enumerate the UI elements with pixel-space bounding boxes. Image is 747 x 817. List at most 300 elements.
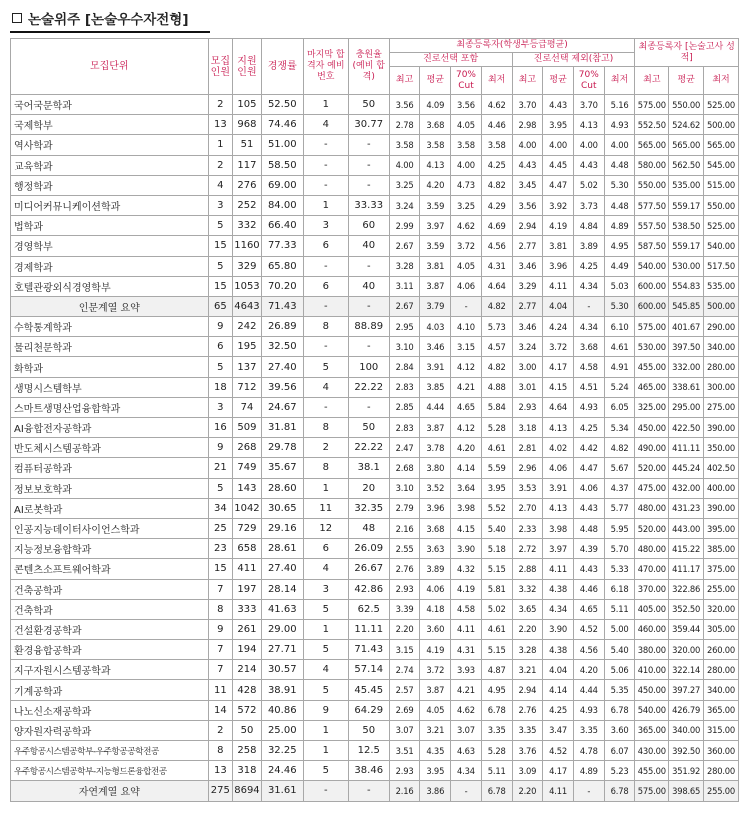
value-cell: 4.06 (573, 478, 604, 498)
unit-name-cell: 화학과 (11, 357, 209, 377)
table-row (11, 680, 739, 700)
value-cell: - (348, 175, 389, 195)
value-cell: 6 (303, 539, 348, 559)
value-cell: 450.00 (635, 680, 669, 700)
value-cell: 3.25 (451, 195, 482, 215)
value-cell: 50 (348, 418, 389, 438)
value-cell: 3.10 (389, 478, 420, 498)
value-cell: 2.96 (512, 458, 543, 478)
value-cell: 11.11 (348, 619, 389, 639)
value-cell: 6.10 (604, 317, 635, 337)
value-cell: 2.79 (389, 498, 420, 518)
value-cell: 4.35 (420, 741, 451, 761)
value-cell: 4.31 (481, 256, 512, 276)
value-cell: 4.43 (573, 559, 604, 579)
value-cell: 385.00 (704, 539, 739, 559)
value-cell: 350.00 (704, 438, 739, 458)
unit-name-cell: 행정학과 (11, 175, 209, 195)
value-cell: 71.43 (348, 640, 389, 660)
header-min-2: 최저 (604, 67, 635, 95)
value-cell: 557.50 (635, 216, 669, 236)
value-cell: 2.76 (512, 700, 543, 720)
value-cell: 4.25 (543, 700, 574, 720)
value-cell: 2 (208, 95, 233, 115)
value-cell: 5 (303, 761, 348, 781)
value-cell: - (303, 781, 348, 801)
value-cell: 7 (208, 640, 233, 660)
value-cell: 554.83 (669, 276, 704, 296)
table-row (11, 660, 739, 680)
value-cell: 3.15 (451, 337, 482, 357)
value-cell: 4.13 (420, 155, 451, 175)
value-cell: 600.00 (635, 296, 669, 316)
value-cell: 69.00 (261, 175, 303, 195)
value-cell: 370.00 (635, 579, 669, 599)
value-cell: 450.00 (635, 418, 669, 438)
value-cell: 465.00 (635, 377, 669, 397)
value-cell: 565.00 (635, 135, 669, 155)
value-cell: - (348, 397, 389, 417)
value-cell: 5.28 (481, 418, 512, 438)
value-cell: 4 (208, 175, 233, 195)
value-cell: 2.69 (389, 700, 420, 720)
value-cell: 5.52 (481, 498, 512, 518)
table-row (11, 599, 739, 619)
value-cell: 968 (233, 115, 262, 135)
value-cell: 3 (208, 195, 233, 215)
value-cell: 3.28 (512, 640, 543, 660)
value-cell: 4.89 (604, 216, 635, 236)
value-cell: 3.96 (420, 498, 451, 518)
value-cell: 105 (233, 95, 262, 115)
unit-name-cell: 건설환경공학과 (11, 619, 209, 639)
value-cell: 3.15 (389, 640, 420, 660)
value-cell: 4.64 (543, 397, 574, 417)
value-cell: 559.17 (669, 195, 704, 215)
value-cell: 2.70 (512, 498, 543, 518)
value-cell: 3.07 (451, 720, 482, 740)
value-cell: - (573, 296, 604, 316)
value-cell: 3.60 (604, 720, 635, 740)
value-cell: 28.60 (261, 478, 303, 498)
value-cell: 21 (208, 458, 233, 478)
unit-name-cell: 국제학부 (11, 115, 209, 135)
value-cell: 143 (233, 478, 262, 498)
value-cell: 520.00 (635, 518, 669, 538)
value-cell: 365.00 (704, 700, 739, 720)
table-row (11, 498, 739, 518)
value-cell: 2.16 (389, 781, 420, 801)
value-cell: 3.58 (451, 135, 482, 155)
value-cell: 3.68 (573, 337, 604, 357)
unit-name-cell: 국어국문학과 (11, 95, 209, 115)
unit-name-cell: 스마트생명산업융합학과 (11, 397, 209, 417)
value-cell: 4.09 (420, 95, 451, 115)
value-cell: 4.34 (573, 276, 604, 296)
value-cell: 2.83 (389, 377, 420, 397)
value-cell: 5.34 (604, 418, 635, 438)
value-cell: 52.50 (261, 95, 303, 115)
value-cell: 260.00 (704, 640, 739, 660)
value-cell: 4.47 (543, 175, 574, 195)
header-cut70-1: 70% Cut (451, 67, 482, 95)
value-cell: 88.89 (348, 317, 389, 337)
value-cell: 6 (208, 337, 233, 357)
value-cell: 4.69 (481, 216, 512, 236)
header-max-1: 최고 (389, 67, 420, 95)
value-cell: 11 (303, 498, 348, 518)
value-cell: 3.51 (389, 741, 420, 761)
value-cell: 550.00 (669, 95, 704, 115)
value-cell: 5 (303, 599, 348, 619)
value-cell: 4.89 (573, 761, 604, 781)
value-cell: 28.14 (261, 579, 303, 599)
value-cell: 3.46 (512, 317, 543, 337)
value-cell: 5.23 (604, 761, 635, 781)
value-cell: 332.00 (669, 357, 704, 377)
value-cell: 5.06 (604, 660, 635, 680)
value-cell: 2.57 (389, 680, 420, 700)
table-row (11, 135, 739, 155)
value-cell: 34 (208, 498, 233, 518)
value-cell: 137 (233, 357, 262, 377)
value-cell: 3.46 (420, 337, 451, 357)
value-cell: 392.50 (669, 741, 704, 761)
value-cell: 5.15 (481, 640, 512, 660)
unit-name-cell: 인공지능데이터사이언스학과 (11, 518, 209, 538)
value-cell: 422.50 (669, 418, 704, 438)
value-cell: 194 (233, 640, 262, 660)
value-cell: 4.03 (420, 317, 451, 337)
value-cell: 4.49 (604, 256, 635, 276)
value-cell: 3.24 (512, 337, 543, 357)
header-group-gpa: 최종등록자(학생부등급평균) (389, 39, 635, 53)
value-cell: 24.46 (261, 761, 303, 781)
value-cell: 351.92 (669, 761, 704, 781)
unit-name-cell: 생명시스템학부 (11, 377, 209, 397)
value-cell: 552.50 (635, 115, 669, 135)
value-cell: 2.67 (389, 236, 420, 256)
value-cell: 3.93 (451, 660, 482, 680)
value-cell: 4.11 (543, 276, 574, 296)
header-min-1: 최저 (481, 67, 512, 95)
value-cell: 280.00 (704, 357, 739, 377)
value-cell: 3.85 (420, 377, 451, 397)
unit-name-cell: 건축공학과 (11, 579, 209, 599)
value-cell: 2.74 (389, 660, 420, 680)
value-cell: 390.00 (704, 498, 739, 518)
value-cell: 100 (348, 357, 389, 377)
value-cell: 3.45 (512, 175, 543, 195)
value-cell: 5.02 (481, 599, 512, 619)
value-cell: 455.00 (635, 357, 669, 377)
value-cell: 4.31 (451, 640, 482, 660)
value-cell: 6.78 (604, 781, 635, 801)
value-cell: 4.29 (481, 195, 512, 215)
value-cell: 1053 (233, 276, 262, 296)
unit-name-cell: 수학통계학과 (11, 317, 209, 337)
table-row (11, 256, 739, 276)
table-row (11, 195, 739, 215)
unit-name-cell: 미디어커뮤니케이션학과 (11, 195, 209, 215)
value-cell: 3.78 (420, 438, 451, 458)
value-cell: 3.72 (451, 236, 482, 256)
value-cell: 8 (208, 599, 233, 619)
value-cell: 5.11 (604, 599, 635, 619)
value-cell: 525.00 (704, 216, 739, 236)
summary-row (11, 296, 739, 316)
value-cell: 2.20 (389, 619, 420, 639)
value-cell: 562.50 (669, 155, 704, 175)
value-cell: 455.00 (635, 761, 669, 781)
value-cell: 405.00 (635, 599, 669, 619)
value-cell: - (348, 296, 389, 316)
value-cell: 4.11 (543, 781, 574, 801)
value-cell: 5 (303, 357, 348, 377)
value-cell: 3.89 (420, 559, 451, 579)
unit-name-cell: 나노신소재공학과 (11, 700, 209, 720)
value-cell: 4.62 (451, 216, 482, 236)
value-cell: 658 (233, 539, 262, 559)
value-cell: 25.00 (261, 720, 303, 740)
value-cell: 4.82 (604, 438, 635, 458)
value-cell: 4.38 (543, 640, 574, 660)
value-cell: 6.05 (604, 397, 635, 417)
value-cell: 480.00 (635, 498, 669, 518)
value-cell: 13 (208, 761, 233, 781)
table-row (11, 579, 739, 599)
value-cell: 3.39 (389, 599, 420, 619)
value-cell: 13 (208, 115, 233, 135)
value-cell: 4.24 (543, 317, 574, 337)
table-row (11, 539, 739, 559)
value-cell: 4.06 (543, 458, 574, 478)
value-cell: 12 (303, 518, 348, 538)
value-cell: 4.15 (451, 518, 482, 538)
value-cell: 4.43 (573, 498, 604, 518)
value-cell: 340.00 (704, 337, 739, 357)
value-cell: 432.00 (669, 478, 704, 498)
value-cell: 445.24 (669, 458, 704, 478)
value-cell: 4.58 (573, 357, 604, 377)
value-cell: 22.22 (348, 438, 389, 458)
value-cell: 4.06 (451, 276, 482, 296)
value-cell: 426.79 (669, 700, 704, 720)
value-cell: 517.50 (704, 256, 739, 276)
value-cell: 402.50 (704, 458, 739, 478)
value-cell: 1 (303, 741, 348, 761)
table-row (11, 640, 739, 660)
value-cell: 5 (208, 478, 233, 498)
value-cell: 9 (208, 619, 233, 639)
table-row (11, 175, 739, 195)
value-cell: 2.20 (512, 619, 543, 639)
value-cell: 268 (233, 438, 262, 458)
unit-name-cell: 컴퓨터공학과 (11, 458, 209, 478)
value-cell: 3.24 (389, 195, 420, 215)
header-group-essay: 최종등록자 [논술고사 성적] (635, 39, 739, 67)
value-cell: 3.91 (543, 478, 574, 498)
value-cell: 575.00 (635, 317, 669, 337)
value-cell: 3.87 (420, 680, 451, 700)
value-cell: 3.97 (420, 216, 451, 236)
table-row (11, 438, 739, 458)
value-cell: 3.90 (451, 539, 482, 559)
value-cell: 4.82 (481, 357, 512, 377)
summary-row (11, 781, 739, 801)
value-cell: 3.10 (389, 337, 420, 357)
value-cell: 2.84 (389, 357, 420, 377)
value-cell: 4643 (233, 296, 262, 316)
unit-name-cell: 지능정보융합학과 (11, 539, 209, 559)
value-cell: 71.43 (261, 296, 303, 316)
value-cell: 4.46 (481, 115, 512, 135)
value-cell: 1 (303, 720, 348, 740)
value-cell: 4.78 (573, 741, 604, 761)
value-cell: 4.25 (573, 418, 604, 438)
value-cell: 3.80 (420, 458, 451, 478)
value-cell: 29.78 (261, 438, 303, 458)
value-cell: 411.11 (669, 438, 704, 458)
value-cell: 380.00 (635, 640, 669, 660)
value-cell: 565.00 (669, 135, 704, 155)
value-cell: 4.11 (543, 559, 574, 579)
value-cell: 27.71 (261, 640, 303, 660)
unit-name-cell: 양자원자력공학과 (11, 720, 209, 740)
value-cell: 15 (208, 236, 233, 256)
value-cell: 2 (208, 155, 233, 175)
value-cell: 1160 (233, 236, 262, 256)
value-cell: 3.00 (512, 357, 543, 377)
value-cell: 50 (348, 720, 389, 740)
value-cell: 2.98 (512, 115, 543, 135)
value-cell: 2.16 (389, 518, 420, 538)
value-cell: 62.5 (348, 599, 389, 619)
header-avg-2: 평균 (543, 67, 574, 95)
value-cell: 3.21 (420, 720, 451, 740)
value-cell: 3.81 (543, 236, 574, 256)
value-cell: 4.39 (573, 539, 604, 559)
value-cell: 5.18 (481, 539, 512, 559)
table-row (11, 236, 739, 256)
value-cell: 275.00 (704, 397, 739, 417)
value-cell: 4.20 (420, 175, 451, 195)
value-cell: 4.93 (573, 700, 604, 720)
value-cell: 4.19 (420, 640, 451, 660)
value-cell: 1 (303, 478, 348, 498)
value-cell: 4.00 (512, 135, 543, 155)
value-cell: 500.00 (704, 296, 739, 316)
table-row (11, 761, 739, 781)
value-cell: 3.72 (543, 337, 574, 357)
value-cell: 729 (233, 518, 262, 538)
value-cell: 6 (303, 276, 348, 296)
value-cell: 3.95 (481, 478, 512, 498)
value-cell: 23 (208, 539, 233, 559)
value-cell: 2.93 (512, 397, 543, 417)
value-cell: 4.05 (451, 256, 482, 276)
value-cell: 4.93 (573, 397, 604, 417)
value-cell: 4.43 (573, 155, 604, 175)
value-cell: 535.00 (704, 276, 739, 296)
value-cell: 320.00 (669, 640, 704, 660)
value-cell: 58.50 (261, 155, 303, 175)
value-cell: 7 (208, 660, 233, 680)
unit-name-cell: 경제학과 (11, 256, 209, 276)
value-cell: 5.67 (604, 458, 635, 478)
value-cell: 4.43 (543, 95, 574, 115)
value-cell: 3.58 (481, 135, 512, 155)
section-title-text: 논술위주 [논술우수자전형] (28, 12, 189, 28)
value-cell: 4.61 (604, 337, 635, 357)
value-cell: 280.00 (704, 761, 739, 781)
header-quota: 모집 인원 (208, 39, 233, 95)
title-underline (10, 31, 210, 33)
value-cell: 22.22 (348, 377, 389, 397)
value-cell: 340.00 (669, 720, 704, 740)
value-cell: 352.50 (669, 599, 704, 619)
value-cell: 338.61 (669, 377, 704, 397)
table-row (11, 216, 739, 236)
value-cell: 74.46 (261, 115, 303, 135)
value-cell: 540.00 (635, 256, 669, 276)
table-row (11, 478, 739, 498)
unit-name-cell: 물리천문학과 (11, 337, 209, 357)
value-cell: 443.00 (669, 518, 704, 538)
value-cell: 6.07 (604, 741, 635, 761)
value-cell: 4.46 (573, 579, 604, 599)
value-cell: 490.00 (635, 438, 669, 458)
value-cell: 375.00 (704, 559, 739, 579)
value-cell: 5.15 (481, 559, 512, 579)
value-cell: 3.97 (543, 539, 574, 559)
value-cell: 600.00 (635, 276, 669, 296)
value-cell: 2.55 (389, 539, 420, 559)
value-cell: 40.86 (261, 700, 303, 720)
value-cell: 2.77 (512, 236, 543, 256)
value-cell: 8 (208, 741, 233, 761)
unit-name-cell: 자연계열 요약 (11, 781, 209, 801)
value-cell: 9 (208, 317, 233, 337)
value-cell: 4.00 (604, 135, 635, 155)
value-cell: 5.70 (604, 539, 635, 559)
value-cell: 27.40 (261, 559, 303, 579)
value-cell: 275 (208, 781, 233, 801)
value-cell: - (451, 296, 482, 316)
value-cell: 3 (208, 397, 233, 417)
value-cell: 5 (303, 680, 348, 700)
value-cell: 340.00 (704, 680, 739, 700)
value-cell: 2.94 (512, 680, 543, 700)
value-cell: 3.95 (543, 115, 574, 135)
value-cell: 1 (208, 135, 233, 155)
value-cell: - (303, 155, 348, 175)
value-cell: 545.85 (669, 296, 704, 316)
value-cell: 6 (303, 236, 348, 256)
value-cell: 3.07 (389, 720, 420, 740)
value-cell: 2.47 (389, 438, 420, 458)
value-cell: 4.04 (543, 660, 574, 680)
value-cell: 524.62 (669, 115, 704, 135)
value-cell: 4.62 (451, 700, 482, 720)
value-cell: 5.30 (604, 296, 635, 316)
value-cell: 360.00 (704, 741, 739, 761)
value-cell: 5.35 (604, 680, 635, 700)
value-cell: 2.67 (389, 296, 420, 316)
table-row (11, 720, 739, 740)
value-cell: 1 (303, 195, 348, 215)
value-cell: 258 (233, 741, 262, 761)
